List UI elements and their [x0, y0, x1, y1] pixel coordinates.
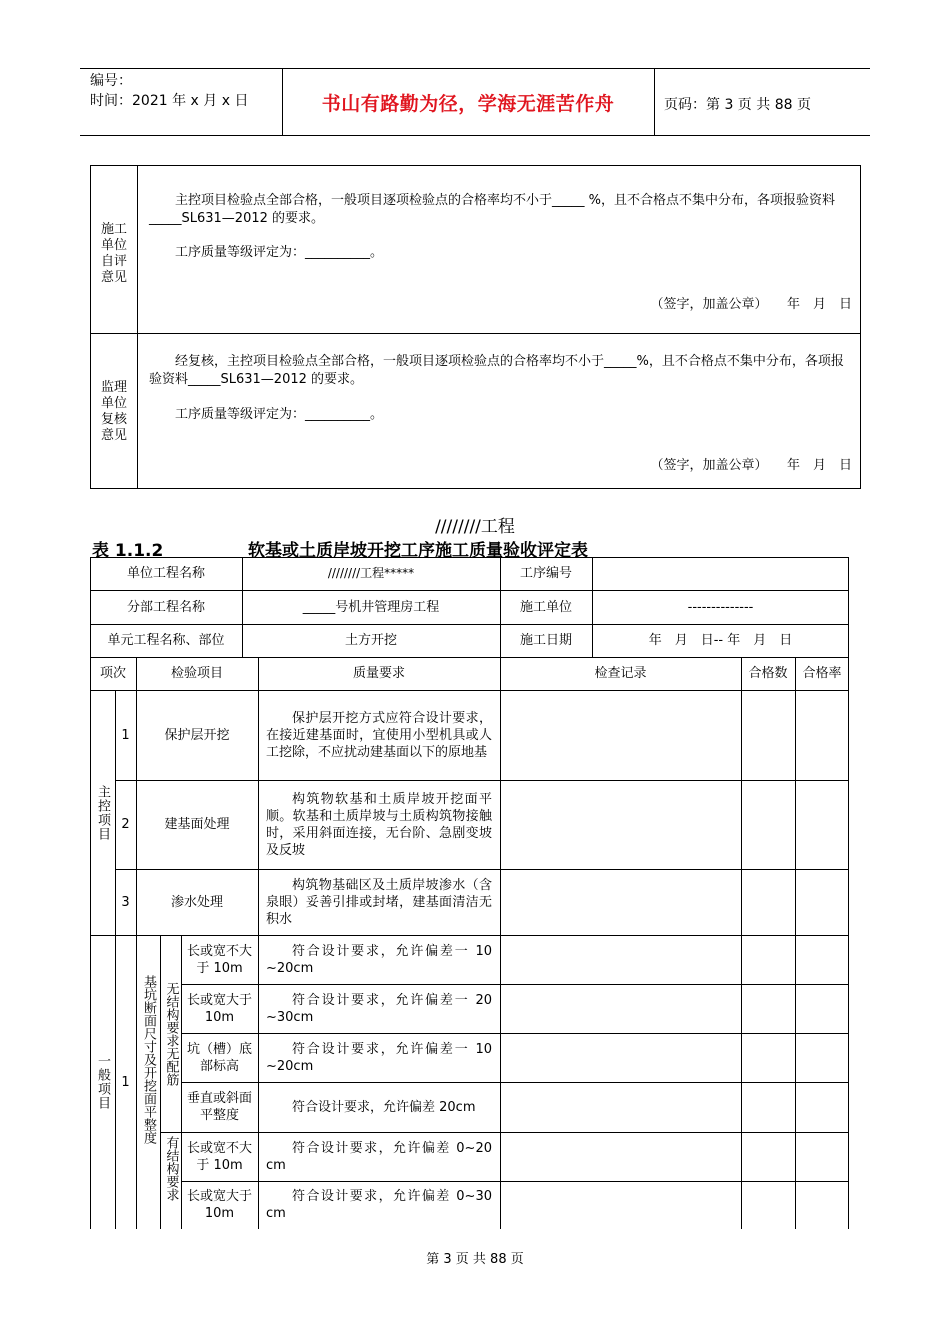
- evaluation-table: [90, 165, 861, 489]
- col-header-requirement: 质量要求: [352, 666, 405, 681]
- general-row-number: 1: [121, 1074, 130, 1090]
- supervisor-paragraph: 经复核，主控项目检验点全部合格，一般项目逐项检验点的合格率均不小于_____%，且不合格点不集中分布，各项报验资料_____SL631—2012 的要求。: [149, 354, 844, 387]
- check-item: 坑（槽）底部标高: [186, 1041, 252, 1074]
- contractor-grade-line: 工序质量等级评定为：__________。: [175, 245, 384, 260]
- row-number: 3: [121, 894, 130, 910]
- general-label: 一般项目: [95, 1054, 110, 1110]
- supervisor-grade-line: 工序质量等级评定为：__________。: [175, 407, 384, 422]
- quality-requirement: 符合设计要求，允许偏差一 20 ~30cm: [266, 992, 492, 1025]
- row-number: 1: [121, 727, 130, 743]
- contractor-paragraph: 主控项目检验点全部合格，一般项目逐项检验点的合格率均不小于_____ %，且不合格点不集中分布，各项报验资料_____SL631—2012 的要求。: [149, 193, 835, 226]
- supervisor-signature: （签字，加盖公章） 年 月 日: [650, 458, 852, 473]
- page-footer: 第 3 页 共 88 页: [426, 1252, 524, 1267]
- quality-requirement: 保护层开挖方式应符合设计要求，在接近建基面时，宜使用小型机具或人工挖除，不应扰动建基面以下的原地基: [266, 710, 492, 760]
- info-value: [592, 557, 849, 590]
- header-bottom-rule: [80, 135, 870, 136]
- info-value: ////////工程*****: [327, 566, 415, 580]
- info-label: 单元工程名称、部位: [107, 633, 225, 648]
- info-label: 分部工程名称: [126, 599, 205, 615]
- table-number: 表 1.1.2: [92, 541, 164, 561]
- general-group-label: 基坑断面尺寸及开挖面平整度: [141, 975, 156, 1144]
- info-value: 土方开挖: [344, 633, 397, 648]
- serial-label: 编号：: [90, 73, 132, 89]
- quality-requirement: 符合设计要求，允许偏差 20cm: [292, 1099, 476, 1115]
- check-item: 长或宽不大于 10m: [186, 943, 252, 976]
- info-value: --------------: [687, 599, 754, 615]
- sub-group-structure: 有结构要求: [163, 1136, 179, 1201]
- check-item: 保护层开挖: [164, 727, 230, 743]
- evaluation-form-table: [90, 557, 849, 1229]
- quality-requirement: 符合设计要求，允许偏差一 10 ~20cm: [266, 1041, 492, 1074]
- header-top-rule: [80, 68, 870, 69]
- quality-requirement: 构筑物软基和土质岸坡开挖面平顺。软基和土质岸坡与土质构筑物接触时，采用斜面连接，无台阶、急剧变坡及反坡: [266, 791, 492, 858]
- quality-requirement: 符合设计要求，允许偏差 0~20 cm: [266, 1140, 492, 1173]
- info-value: _____号机井管理房工程: [302, 599, 440, 615]
- quality-requirement: 符合设计要求，允许偏差 0~30 cm: [266, 1189, 492, 1221]
- check-item: 渗水处理: [170, 894, 223, 910]
- col-header-pass-rate: 合格率: [802, 666, 842, 681]
- supervisor-label: 监理 单位 复核 意见: [100, 380, 127, 443]
- page-label: 页码：第 3 页 共 88 页: [664, 97, 811, 113]
- table-rule: [741, 657, 742, 1229]
- table-name: 软基或土质岸坡开挖工序施工质量验收评定表: [248, 541, 588, 561]
- header-divider: [654, 68, 655, 135]
- time-label: 时间：2021 年 x 月 x 日: [90, 93, 249, 109]
- info-value: 年 月 日-- 年 月 日: [648, 633, 793, 648]
- row-number: 2: [121, 817, 130, 832]
- evaluation-row-divider: [91, 333, 860, 334]
- check-item: 垂直或斜面平整度: [186, 1091, 252, 1123]
- check-item: 建基面处理: [164, 817, 230, 832]
- col-header-check-item: 检验项目: [170, 666, 223, 681]
- check-item: 长或宽大于 10m: [186, 992, 252, 1025]
- motto: 书山有路勤为径，学海无涯苦作舟: [321, 93, 615, 115]
- col-header-record: 检查记录: [594, 666, 647, 681]
- contractor-signature: （签字，加盖公章） 年 月 日: [650, 297, 852, 312]
- table-rule: [795, 657, 796, 1229]
- quality-requirement: 符合设计要求，允许偏差一 10 ~20cm: [266, 943, 492, 976]
- col-header-pass-count: 合格数: [748, 666, 788, 681]
- col-header-item: 项次: [99, 666, 126, 681]
- info-label: 施工日期: [519, 633, 572, 648]
- info-label: 施工单位: [519, 599, 572, 615]
- quality-requirement: 构筑物基础区及土质岸坡渗水（含泉眼）妥善引排或封堵，建基面清洁无积水: [266, 877, 492, 927]
- info-label: 单位工程名称: [126, 566, 205, 581]
- contractor-label: 施工 单位 自评 意见: [100, 222, 127, 285]
- main-control-label: 主控项目: [95, 784, 110, 841]
- evaluation-divider: [137, 166, 138, 488]
- sub-group-no-structure: 无结构要求无配筋: [163, 981, 179, 1086]
- check-item: 长或宽大于 10m: [186, 1189, 252, 1221]
- check-item: 长或宽不大于 10m: [186, 1140, 252, 1173]
- project-title: ////////工程: [435, 517, 515, 537]
- info-label: 工序编号: [519, 566, 572, 581]
